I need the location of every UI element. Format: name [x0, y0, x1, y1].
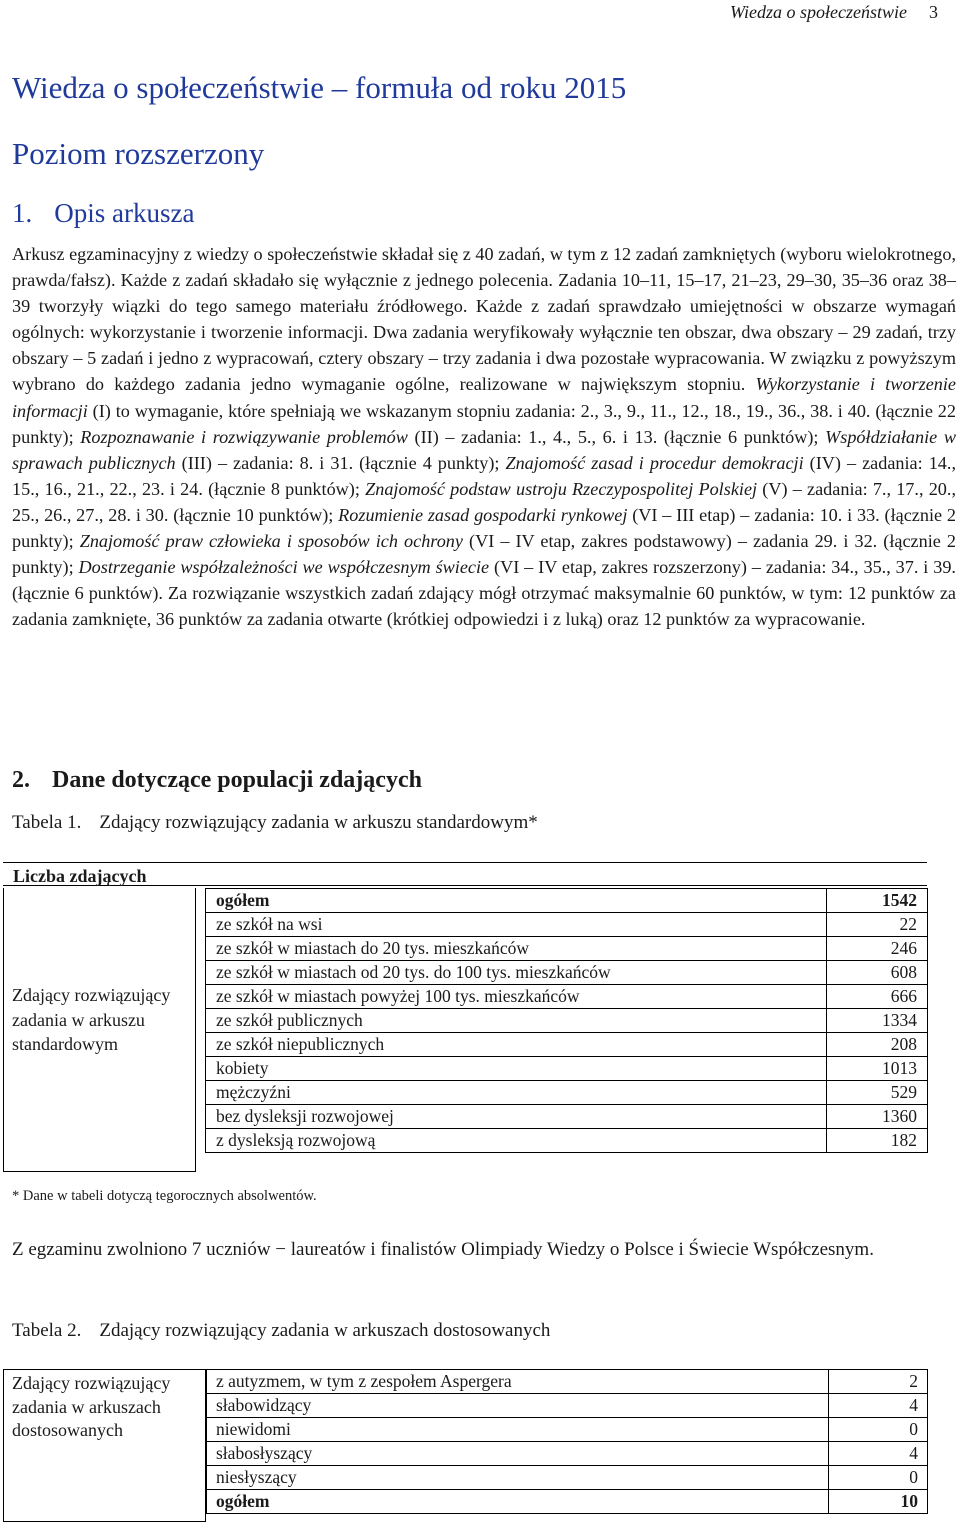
row-count: 208 — [827, 1033, 928, 1057]
row-count: 608 — [827, 961, 928, 985]
requirement-name: Znajomość zasad i procedur demokracji — [505, 452, 804, 473]
paragraph-text: (VI – IV etap, zakres rozszerzony) – zadania: 34., 35., 37. i 39. (łącznie 6 punktów). Za rozwiązanie wszystkich zadań zdający mógł otrzymać maksymalnie 60 punktów, w tym: 12 punktów za zadania zamknięte, 36 punktów za zadania otwarte (krótkiej odpowiedzi i z luką) oraz 12 punktów za wypracowanie. — [12, 557, 956, 630]
section-title: Dane dotyczące populacji zdających — [52, 767, 422, 793]
paragraph-text: Arkusz egzaminacyjny z wiedzy o społeczeństwie składał się z 40 zadań, w tym z 12 zadań zamkniętych (wyboru wielokrotnego, prawda/fałsz). Każde z zadań składało się wyłącznie z jednego polecenia. Zadania 10–11, 15–17, 21–23, 29–30, 35–36 oraz 38–39 tworzyły wiązki do tego samego materiału źródłowego. Każde z zadań sprawdzało umiejętności w obszarze wymagań ogólnych: wykorzystanie i tworzenie informacji. Dwa zadania weryfikowały wyłącznie ten obszar, dwa obszary – 29 zadań, trzy obszary – 5 zadań i jedno z wypracowań, cztery obszary – trzy zadania i dwa pozostałe wypracowania. W związku z powyższym wybrano do każdego zadania jedno wymaganie ogólne, realizowane w największym stopniu. — [12, 244, 956, 395]
table-row — [207, 1370, 928, 1394]
row-category: kobiety — [206, 1057, 827, 1081]
row-category: mężczyźni — [206, 1081, 827, 1105]
table1-header: Liczba zdających — [3, 862, 927, 886]
row-count: 0 — [829, 1418, 928, 1442]
table-row — [207, 1490, 928, 1514]
description-paragraph — [12, 241, 956, 632]
row-category: bez dysleksji rozwojowej — [206, 1105, 827, 1129]
row-count: 246 — [827, 937, 928, 961]
table-row — [206, 1057, 928, 1081]
row-category: ogółem — [207, 1490, 829, 1514]
section-title: Opis arkusza — [54, 198, 195, 228]
paragraph-text: (VI – III etap) – zadania: 10. i 33. (łącznie 2 punkty); — [12, 504, 956, 552]
paragraph-text: (III) – zadania: 8. i 31. (łącznie 4 punkty); — [175, 452, 506, 473]
row-category: ze szkół niepublicznych — [206, 1033, 827, 1057]
paragraph-text: (I) to wymaganie, które spełniają we wskazanym stopniu zadania: 2., 3., 9., 11., 12., 18., 19., 36., 38. i 40. (łącznie 22 punkty); — [12, 400, 956, 447]
table-caption-text: Zdający rozwiązujący zadania w arkuszu standardowym* — [99, 812, 538, 833]
row-category: ze szkół w miastach powyżej 100 tys. mieszkańców — [206, 985, 827, 1009]
row-count: 10 — [829, 1490, 928, 1514]
table-row — [206, 1081, 928, 1105]
level-title: Poziom rozszerzony — [12, 136, 265, 171]
row-count: 666 — [827, 985, 928, 1009]
table-row — [207, 1466, 928, 1490]
row-category: z dysleksją rozwojową — [206, 1129, 827, 1153]
row-category: ze szkół publicznych — [206, 1009, 827, 1033]
row-category: ogółem — [206, 889, 827, 913]
requirement-name: Dostrzeganie współzależności we współczesnym świecie — [78, 557, 490, 578]
row-category: ze szkół w miastach od 20 tys. do 100 tys. mieszkańców — [206, 961, 827, 985]
document-title: Wiedza o społeczeństwie – formuła od roku 2015 — [12, 70, 627, 105]
table-row — [206, 889, 928, 913]
row-category: ze szkół na wsi — [206, 913, 827, 937]
table1-body — [205, 888, 928, 1153]
row-count: 2 — [829, 1370, 928, 1394]
table-row — [206, 985, 928, 1009]
table-row — [207, 1394, 928, 1418]
row-category: słabowidzący — [207, 1394, 829, 1418]
requirement-name: Współdziałanie w sprawach publicznych — [12, 426, 956, 473]
section-heading-1 — [12, 198, 194, 229]
table-row — [206, 1105, 928, 1129]
table-row — [206, 1129, 928, 1153]
table-caption-label: Tabela 1. — [12, 812, 82, 833]
row-count: 529 — [827, 1081, 928, 1105]
table2-body — [206, 1369, 928, 1514]
row-category: słabosłyszący — [207, 1442, 829, 1466]
row-count: 1334 — [827, 1009, 928, 1033]
table-row — [206, 1033, 928, 1057]
requirement-name: Wykorzystanie i tworzenie informacji — [12, 374, 956, 421]
table1-row-label-cell — [3, 888, 196, 1172]
table2-row-label: Zdający rozwiązujący zadania w arkuszach dostosowanych — [12, 1373, 171, 1440]
table-row — [206, 961, 928, 985]
table2-caption — [12, 1320, 550, 1342]
row-category: niewidomi — [207, 1418, 829, 1442]
table-row — [207, 1418, 928, 1442]
table1-caption — [12, 812, 538, 834]
row-category: ze szkół w miastach do 20 tys. mieszkańców — [206, 937, 827, 961]
table-row — [206, 937, 928, 961]
row-count: 182 — [827, 1129, 928, 1153]
row-category: z autyzmem, w tym z zespołem Aspergera — [207, 1370, 829, 1394]
row-count: 1013 — [827, 1057, 928, 1081]
requirement-name: Znajomość praw człowieka i sposobów ich ochrony — [79, 531, 463, 552]
table1-footnote: * Dane w tabeli dotyczą tegorocznych absolwentów. — [12, 1188, 317, 1204]
running-header — [730, 2, 938, 23]
section-heading-2 — [12, 767, 422, 794]
row-category: niesłyszący — [207, 1466, 829, 1490]
row-count: 1542 — [827, 889, 928, 913]
paragraph-text: (IV) – zadania: 14., 15., 16., 21., 22., 23. i 24. (łącznie 8 punktów); — [12, 452, 956, 499]
section-number: 2. — [12, 767, 30, 793]
row-count: 22 — [827, 913, 928, 937]
table2-row-label-cell — [3, 1369, 206, 1522]
paragraph-text: (VI – IV etap, zakres podstawowy) – zadania 29. i 32. (łącznie 2 punkty); — [12, 531, 956, 578]
table-row — [206, 913, 928, 937]
paragraph-text: (V) – zadania: 7., 17., 20., 25., 26., 27., 28. i 30. (łącznie 10 punktów); — [12, 478, 956, 525]
exempt-paragraph: Z egzaminu zwolniono 7 uczniów − laureatów i finalistów Olimpiady Wiedzy o Polsce i Świecie Współczesnym. — [12, 1239, 874, 1260]
row-count: 4 — [829, 1442, 928, 1466]
table-caption-text: Zdający rozwiązujący zadania w arkuszach dostosowanych — [99, 1320, 551, 1341]
requirement-name: Rozumienie zasad gospodarki rynkowej — [338, 504, 628, 525]
table-row — [206, 1009, 928, 1033]
running-title: Wiedza o społeczeństwie — [730, 2, 907, 22]
row-count: 1360 — [827, 1105, 928, 1129]
requirement-name: Znajomość podstaw ustroju Rzeczypospolitej Polskiej — [365, 478, 758, 499]
table-caption-label: Tabela 2. — [12, 1320, 82, 1341]
row-count: 4 — [829, 1394, 928, 1418]
page-number: 3 — [929, 2, 938, 22]
paragraph-text: (II) – zadania: 1., 4., 5., 6. i 13. (łącznie 6 punktów); — [407, 426, 826, 447]
row-count: 0 — [829, 1466, 928, 1490]
requirement-name: Rozpoznawanie i rozwiązywanie problemów — [80, 426, 408, 447]
section-number: 1. — [12, 198, 33, 228]
table1-row-label: Zdający rozwiązujący zadania w arkuszu standardowym — [12, 985, 171, 1054]
table-row — [207, 1442, 928, 1466]
